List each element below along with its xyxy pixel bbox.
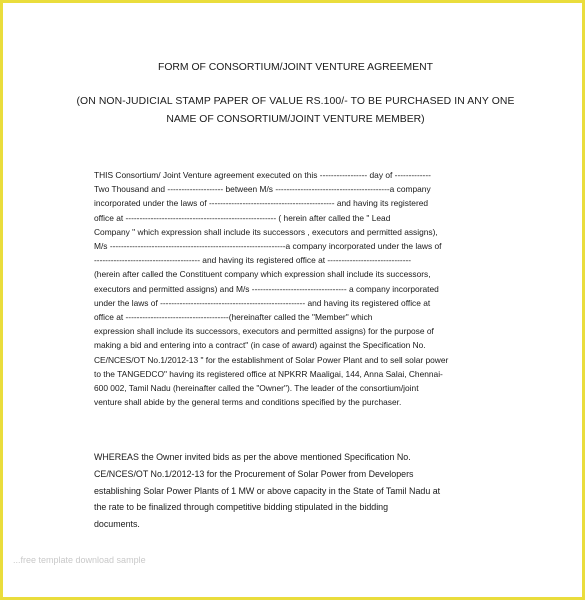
- paragraph-line: executors and permitted assigns) and M/s ---------------------------------- a company incorporated: [94, 283, 439, 294]
- paragraph-line: establishing Solar Power Plants of 1 MW or above capacity in the State of Tamil Nadu at: [94, 485, 441, 496]
- document-subtitle-line-1: (ON NON-JUDICIAL STAMP PAPER OF VALUE RS.100/- TO BE PURCHASED IN ANY ONE: [76, 96, 515, 107]
- paragraph-line: making a bid and entering into a contract" (in case of award) against the Specification No.: [94, 340, 426, 351]
- agreement-paragraph-2: [94, 449, 485, 533]
- paragraph-line: incorporated under the laws of --------------------------------------------- and having its registered: [94, 198, 429, 209]
- paragraph-line: CE/NCES/OT No.1/2012-13 for the Procurement of Solar Power from Developers: [94, 468, 414, 479]
- paragraph-line: documents.: [94, 519, 140, 530]
- paragraph-line: office at ------------------------------------------------------ ( herein after called the " Lead: [94, 212, 391, 223]
- paragraph-line: M/s ---------------------------------------------------------------a company incorporated under the laws of: [94, 241, 442, 252]
- paragraph-line: -------------------------------------- and having its registered office at ------------------------------: [94, 255, 412, 266]
- paragraph-line: CE/NCES/OT No.1/2012-13 " for the establishment of Solar Power Plant and to sell solar power: [94, 354, 449, 365]
- document-subtitle-line-2: NAME OF CONSORTIUM/JOINT VENTURE MEMBER): [166, 114, 425, 125]
- watermark-text: ...free template download sample: [13, 555, 146, 565]
- agreement-paragraph-1: [94, 168, 485, 409]
- paragraph-line: THIS Consortium/ Joint Venture agreement executed on this ----------------- day of -------------: [94, 170, 431, 180]
- paragraph-line: 600 002, Tamil Nadu (hereinafter called the "Owner"). The leader of the consortium/joint: [94, 383, 419, 394]
- paragraph-line: WHEREAS the Owner invited bids as per the above mentioned Specification No.: [94, 452, 411, 462]
- paragraph-line: Company " which expression shall include its successors , executors and permitted assigns),: [94, 226, 438, 237]
- document-title: FORM OF CONSORTIUM/JOINT VENTURE AGREEMENT: [158, 62, 433, 73]
- paragraph-line: venture shall abide by the general terms and conditions specified by the purchaser.: [94, 397, 402, 408]
- paragraph-line: to the TANGEDCO" having its registered office at NPKRR Maaligai, 144, Anna Salai, Chennai-: [94, 368, 443, 379]
- paragraph-line: (herein after called the Constituent company which expression shall include its successors,: [94, 269, 431, 280]
- paragraph-line: Two Thousand and -------------------- between M/s -----------------------------------------a company: [94, 184, 431, 195]
- paragraph-line: expression shall include its successors, executors and permitted assigns) for the purpose of: [94, 326, 434, 337]
- paragraph-line: under the laws of ---------------------------------------------------- and having its registered office at: [94, 297, 431, 308]
- paragraph-line: the rate to be finalized through competitive bidding stipulated in the bidding: [94, 502, 389, 513]
- paragraph-line: office at -------------------------------------(hereinafter called the "Member" which: [94, 312, 373, 323]
